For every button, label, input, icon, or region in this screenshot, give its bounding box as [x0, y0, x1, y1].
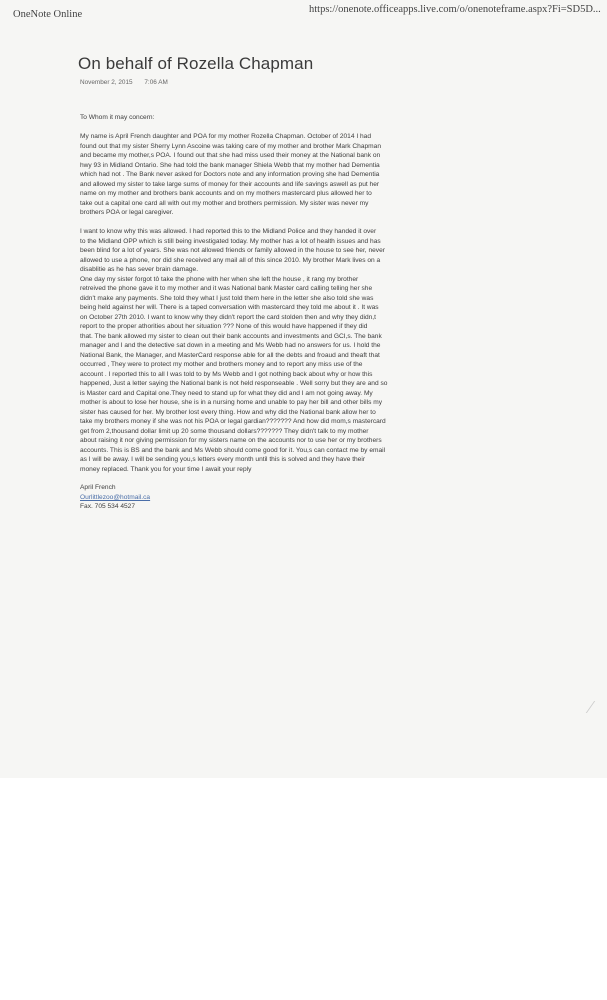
letter-line: is Master card and Capital one.They need to stand up for what they did and I am not going away. My — [80, 389, 373, 397]
letter-line: brothers POA or legal caregiver. — [80, 209, 174, 216]
letter-line: that. The bank allowed my sister to clean out their bank accounts and investments and GCI,s. The bank — [80, 332, 382, 340]
page-time: 7:06 AM — [144, 79, 168, 86]
page-url: https://onenote.officeapps.live.com/o/onenoteframe.aspx?Fi=SD5D... — [309, 4, 601, 15]
page-title: On behalf of Rozella Chapman — [78, 54, 314, 73]
letter-line: allowed to use a phone, nor did she received any mail all of this since 2010. My brother Mark lives on a — [80, 256, 381, 264]
page-date: November 2, 2015 — [80, 79, 133, 86]
letter-line: been blind for a lot of years. She was not allowed friends or family allowed in the house to see her, never — [80, 247, 385, 254]
letter-line: as I will be away. I will be sending you,s letters every month until this is solved and they have their — [80, 456, 366, 463]
letter-line: take my brothers money if she was not his POA or legal gardian??????? And how did mom,s mastercard — [80, 418, 386, 425]
letter-line: take out a capital one card all with out my mother and brothers permission. My sister was never my — [80, 199, 369, 207]
letter-greeting: To Whom it may concern: — [80, 114, 155, 121]
letter-line: name on my mother and brothers bank accounts and on my mothers mastercard plus allowed her to — [80, 190, 372, 197]
letter-line: report to the proper athorities about her situation ??? None of this would have happened if they did — [80, 323, 368, 330]
signature-block — [80, 483, 462, 512]
letter-line: manager and I and the detective sat down in a meeting and Ms Webb had no answers for us. I hold the — [80, 342, 381, 349]
letter-paragraph-1 — [80, 132, 462, 218]
letter-line: sister has caused for her. My brother lost every thing. How and why did the National bank allow her to — [80, 408, 376, 416]
letter-line: occurred , They were to protect my mother and brothers money and to report any miss use of the — [80, 361, 363, 368]
pen-mark — [576, 701, 595, 713]
letter-line: hwy 93 in Midland Ontario. She had told the bank manager Shiela Webb that my mother had Dementia — [80, 161, 380, 169]
letter-line: I want to know why this was allowed. I had reported this to the Midland Police and they handed it over — [80, 228, 377, 235]
letter-paragraph-2 — [80, 227, 462, 474]
signature-email-link[interactable]: Ourlittlezoo@hotmail.ca — [80, 493, 151, 501]
letter-line: to the Midland OPP which is still being investigated today. My mother has a lot of health issues and has — [80, 237, 381, 245]
letter-line: didn't make any payments. She told they what I just told them here in the letter she also told she was — [80, 294, 374, 302]
letter-line: about raising it nor giving permission for my sisters name on the accounts nor to use her or my brothers — [80, 437, 382, 444]
letter-line: One day my sister forgot tô take the phone with her when she left the house , it rang my brother — [80, 275, 359, 283]
letter-line: account . I reported this to all I was told to by Ms Webb and I got nothing back about why or how this — [80, 370, 373, 378]
signature-fax: Fax. 705 534 4527 — [80, 503, 135, 510]
app-name: OneNote Online — [13, 9, 83, 20]
letter-line: on October 27th 2010. I want to know why they didn't report the card stolden then and why they didn,t — [80, 313, 376, 321]
letter-line: found out that my sister Sherry Lynn Ascoine was taking care of my mother and brother Mark Chapman — [80, 142, 382, 150]
letter-line: My name is April French daughter and POA for my mother Rozella Chapman. October of 2014 I had — [80, 133, 372, 140]
letter-line: accounts. This is BS and the bank and Ms Webb should come good for it. You,s can contact me by email — [80, 446, 386, 454]
letter-line: National Bank, the Manager, and MasterCard response able for all the debts and froaud and theaft that — [80, 351, 380, 359]
letter-line: happened, Just a letter saying the National bank is not held responseable . Well sorry but they are and so — [80, 380, 388, 387]
letter-line: retreived the phone gave it to my mother and it was National bank Master card calling telling her she — [80, 285, 373, 292]
letter-line: disablitie as he has sever brain damage. — [80, 266, 199, 273]
letter-line: mother is about to lose her house, she is in a nursing home and unable to pay her bill and other bills my — [80, 399, 383, 406]
page-timestamp — [80, 79, 168, 86]
letter-line: and became my mother,s POA. I found out that she had miss used their money at the National bank on — [80, 152, 381, 159]
letter-line: which had not . The Bank never asked for Doctors note and any information proving she had Dementia — [80, 171, 380, 178]
letter-body — [80, 113, 462, 512]
letter-line: get from 2,thousand dollar limit up 20 some thousand dollars??????? They didn't talk to my mother — [80, 427, 369, 435]
letter-line: money replaced. Thank you for your time I await your reply — [80, 465, 252, 473]
letter-line: and allowed my sister to take large sums of money for their accounts and life savings aswell as put her — [80, 180, 380, 188]
letter-line: being held against her will. There is a taped conversation with mastercard they told me about it . It was — [80, 304, 379, 311]
signature-name: April French — [80, 484, 116, 491]
